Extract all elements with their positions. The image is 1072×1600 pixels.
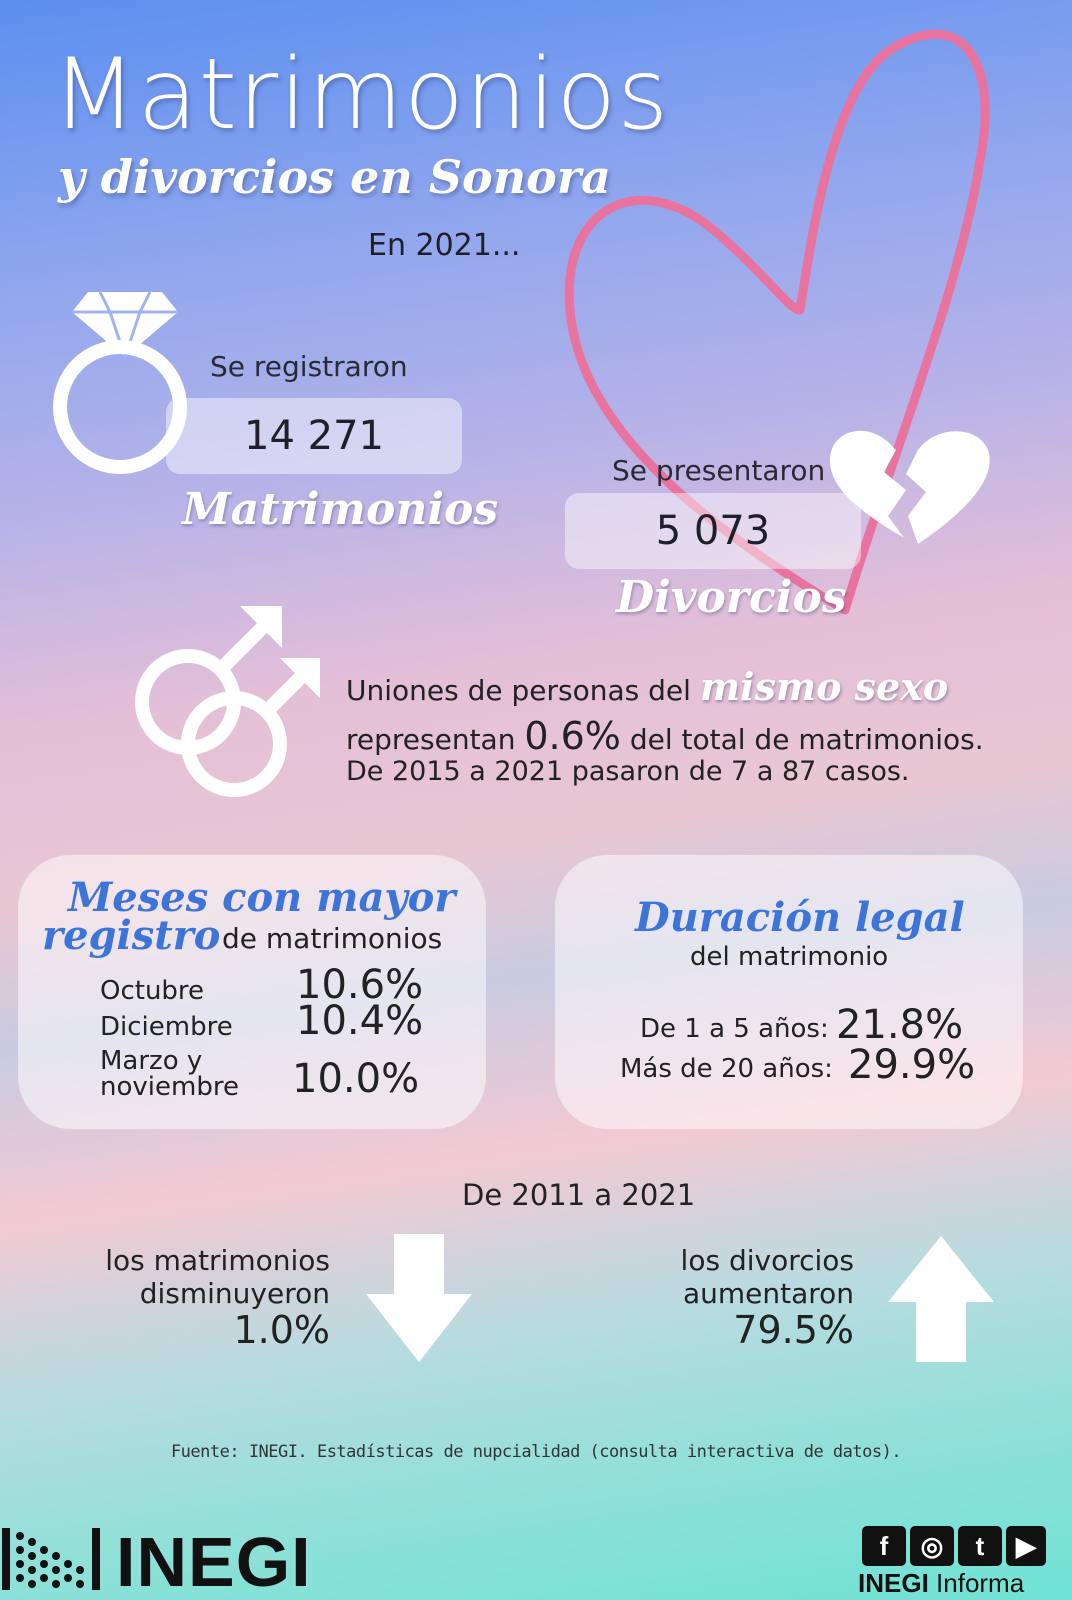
divorces-trend-text: los divorcios aumentaron [680, 1244, 854, 1310]
same-sex-line3: De 2015 a 2021 pasaron de 7 a 87 casos. [346, 756, 910, 787]
youtube-icon[interactable]: ▶ [1006, 1526, 1046, 1566]
duration-pct: 21.8% [836, 1002, 964, 1048]
months-heading-suffix: de matrimonios [222, 922, 443, 955]
same-sex-male-symbol-icon [130, 600, 330, 800]
same-sex-percent: 0.6% [524, 714, 621, 758]
marriages-label: Se registraron [210, 350, 408, 383]
same-sex-line1: Uniones de personas del mismo sexo [346, 664, 949, 709]
duration-subheading: del matrimonio [690, 942, 889, 972]
trend-period: De 2011 a 2021 [462, 1178, 696, 1212]
year-intro: En 2021... [368, 228, 521, 263]
twitter-icon[interactable]: t [958, 1526, 1002, 1566]
same-sex-line2: representan 0.6% del total de matrimonios. [346, 714, 984, 758]
inegi-logo-text: INEGI [116, 1523, 312, 1600]
facebook-icon[interactable]: f [862, 1526, 906, 1566]
arrow-up-icon [886, 1234, 996, 1364]
same-sex-emphasis: mismo sexo [699, 664, 949, 709]
marriages-trend-pct: 1.0% [233, 1308, 330, 1352]
instagram-icon[interactable]: ◎ [910, 1526, 954, 1566]
source-note: Fuente: INEGI. Estadísticas de nupcialidad (consulta interactiva de datos). [170, 1442, 902, 1462]
divorces-word: Divorcios [616, 572, 847, 623]
duration-label: De 1 a 5 años: [640, 1014, 829, 1044]
page-subtitle: y divorcios en Sonora [58, 150, 611, 204]
duration-label: Más de 20 años: [620, 1054, 833, 1084]
month-pct: 10.0% [292, 1056, 420, 1102]
marriages-value: 14 271 [166, 398, 462, 474]
months-heading-2: registro [42, 912, 221, 959]
page-title: Matrimonios [52, 38, 670, 152]
months-heading: Meses con mayor [68, 874, 456, 921]
divorces-value: 5 073 [565, 493, 861, 569]
month-name: Marzo y [100, 1046, 203, 1076]
divorces-label: Se presentaron [612, 454, 826, 487]
month-name: Diciembre [100, 1012, 233, 1042]
marriages-trend-text: los matrimonios disminuyeron [105, 1244, 330, 1310]
duration-pct: 29.9% [848, 1042, 976, 1088]
month-name: noviembre [100, 1072, 239, 1102]
divorces-trend-pct: 79.5% [733, 1308, 854, 1352]
inegi-informa: INEGI Informa [858, 1568, 1025, 1598]
month-name: Octubre [100, 976, 205, 1006]
month-pct: 10.6% [296, 962, 424, 1008]
inegi-logo-icon [0, 1526, 110, 1592]
duration-heading: Duración legal [635, 894, 965, 941]
marriages-word: Matrimonios [182, 484, 499, 535]
arrow-down-icon [364, 1234, 474, 1364]
month-pct: 10.4% [296, 998, 424, 1044]
